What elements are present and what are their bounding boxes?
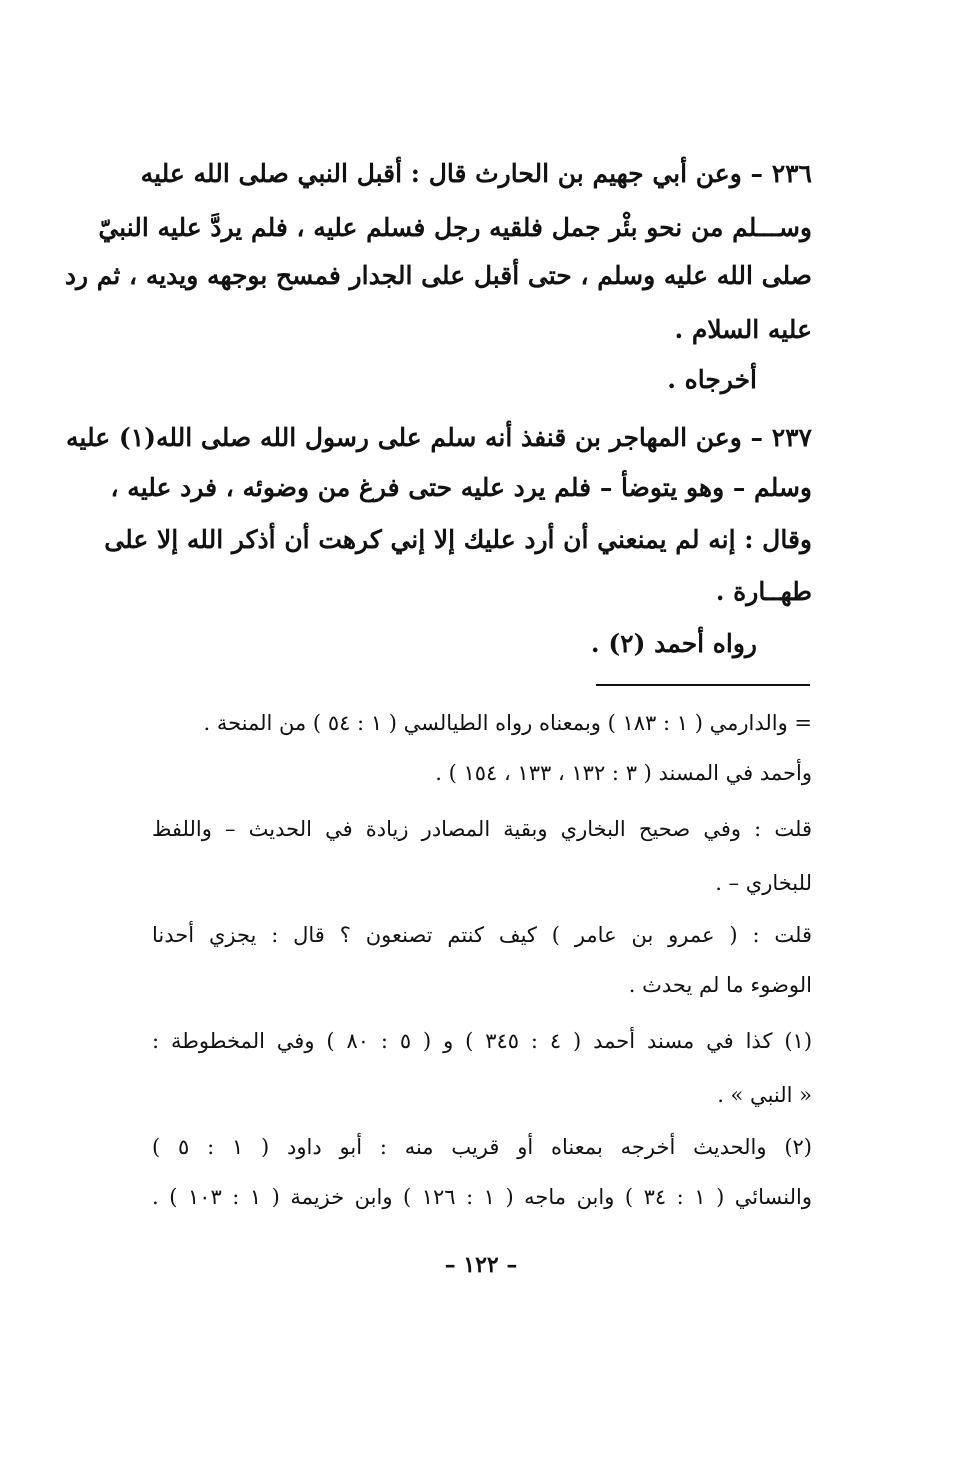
hadith-237-line-2: وسلم – وهو يتوضأ – فلم يرد عليه حتى فرغ من وضوئه ، فرد عليه ، [110, 473, 812, 502]
hadith-237-line-4: طهــارة . [715, 577, 812, 606]
hadith-236-line-2: وســـلم من نحو بئْر جمل فلقيه رجل فسلم عليه ، فلم يردَّ عليه النبيّ [98, 213, 812, 242]
footnote-continuation-line-1: = والدارمي ( ١ : ١٨٣ ) وبمعناه رواه الطيالسي ( ١ : ٥٤ ) من المنحة . [203, 711, 812, 735]
footnote-qult-1-line-1: قلت : وفي صحيح البخاري وبقية المصادر زيادة في الحديث – واللفظ [152, 817, 812, 841]
hadith-237-line-3: وقال : إنه لم يمنعني أن أرد عليك إلا إني كرهت أن أذكر الله إلا على [104, 525, 812, 554]
footnote-1-line-1: (١) كذا في مسند أحمد ( ٤ : ٣٤٥ ) و ( ٥ : ٨٠ ) وفي المخطوطة : [152, 1029, 813, 1053]
footnote-qult-2-line-1: قلت : ( عمرو بن عامر ) كيف كنتم تصنعون ؟ قال : يجزي أحدنا [152, 923, 812, 947]
footnote-qult-2-line-2: الوضوء ما لم يحدث . [628, 973, 812, 997]
hadith-236-source: أخرجاه . [667, 365, 757, 394]
footnote-continuation-line-2: وأحمد في المسند ( ٣ : ١٣٢ ، ١٣٣ ، ١٥٤ ) . [435, 761, 812, 785]
footnote-qult-1-line-2: للبخاري – . [715, 871, 812, 895]
hadith-236-line-4: عليه السلام . [674, 315, 812, 344]
footnote-1-line-2: « النبي » . [717, 1083, 812, 1107]
page-number: – ١٢٢ – [444, 1252, 518, 1278]
hadith-237-source: رواه أحمد (٢) . [590, 629, 757, 658]
footnote-2-line-2: والنسائي ( ١ : ٣٤ ) وابن ماجه ( ١ : ١٢٦ ) وابن خزيمة ( ١ : ١٠٣ ) . [152, 1185, 812, 1209]
hadith-237-line-1: ٢٣٧ – وعن المهاجر بن قنفذ أنه سلم على رسول الله صلى الله(١) عليه [66, 423, 812, 452]
hadith-236-line-3: صلى الله عليه وسلم ، حتى أقبل على الجدار فمسح بوجهه ويديه ، ثم رد [64, 261, 812, 290]
footnote-2-line-1: (٢) والحديث أخرجه بمعناه أو قريب منه : أبو داود ( ١ : ٥ ) [152, 1135, 812, 1159]
footnote-separator [596, 684, 810, 686]
hadith-236-line-1: ٢٣٦ – وعن أبي جهيم بن الحارث قال : أقبل النبي صلى الله عليه [140, 159, 812, 188]
